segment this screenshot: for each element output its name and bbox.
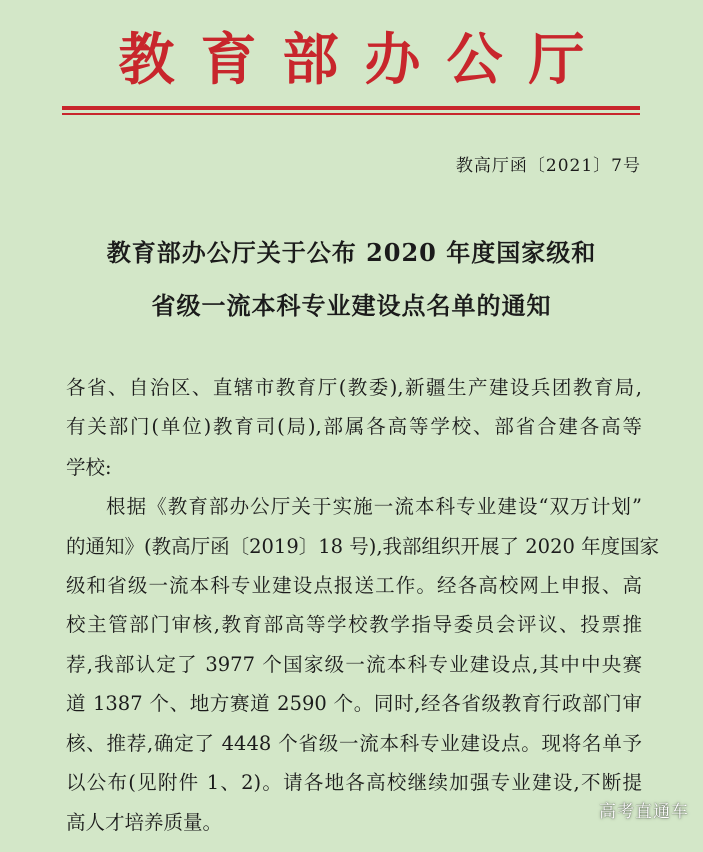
document-number: 教高厅函〔2021〕7号	[455, 156, 641, 176]
body-line: 校主管部门审核,教育部高等学校教学指导委员会评议、投票推	[66, 613, 642, 636]
masthead-rule-thin	[62, 113, 640, 115]
document-title-line-1: 教育部办公厅关于公布 2020 年度国家级和	[106, 238, 597, 267]
body-line: 道 1387 个、地方赛道 2590 个。同时,经各省级教育行政部门审	[66, 692, 642, 715]
body-line: 的通知》(教高厅函〔2019〕18 号),我部组织开展了 2020 年度国家	[66, 535, 660, 558]
addressee-line-1: 各省、自治区、直辖市教育厅(教委),新疆生产建设兵团教育局,	[66, 376, 642, 399]
watermark-label: 高考直通车	[599, 802, 689, 822]
masthead-rule-thick	[62, 106, 640, 110]
body-line: 级和省级一流本科专业建设点报送工作。经各高校网上申报、高	[66, 574, 642, 597]
issuer-masthead: 教育部办公厅	[118, 27, 611, 93]
body-line: 根据《教育部办公厅关于实施一流本科专业建设“双万计划”	[106, 495, 642, 518]
body-line: 荐,我部认定了 3977 个国家级一流本科专业建设点,其中中央赛	[66, 653, 642, 676]
addressee-line-3: 学校:	[66, 456, 112, 479]
body-line: 高人才培养质量。	[66, 811, 223, 834]
body-line: 核、推荐,确定了 4448 个省级一流本科专业建设点。现将名单予	[66, 732, 642, 755]
document-title-line-2: 省级一流本科专业建设点名单的通知	[151, 291, 552, 320]
addressee-line-2: 有关部门(单位)教育司(局),部属各高等学校、部省合建各高等	[66, 415, 642, 438]
body-line: 以公布(见附件 1、2)。请各地各高校继续加强专业建设,不断提	[66, 771, 642, 794]
